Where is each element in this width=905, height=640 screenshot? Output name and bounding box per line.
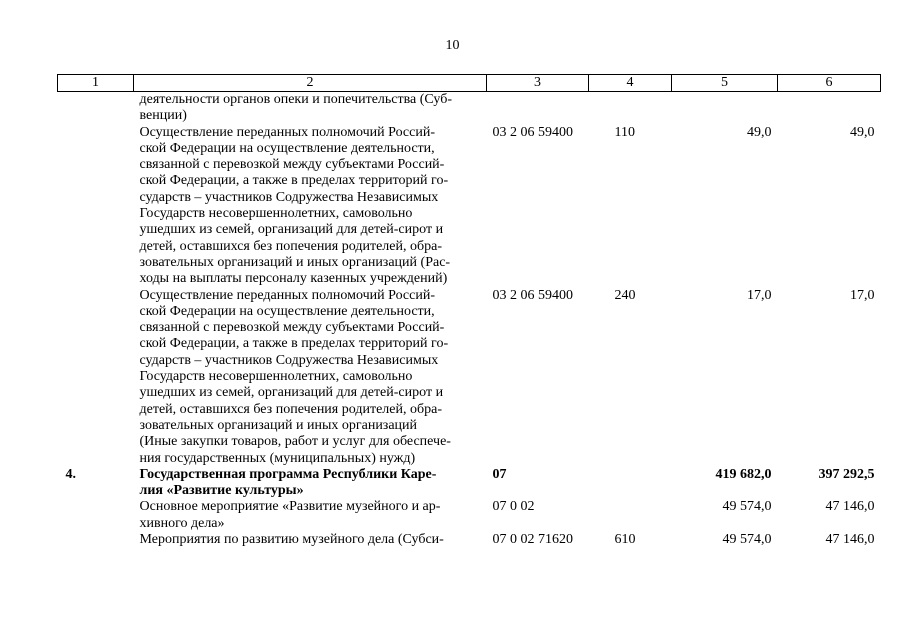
row-number <box>58 532 134 548</box>
row-expense-type <box>589 92 672 125</box>
table-row <box>58 532 881 548</box>
row-value-2: 49,0 <box>850 124 875 140</box>
table-row <box>58 499 881 532</box>
table-row <box>58 125 881 288</box>
row-name: Осуществление переданных полномочий Россий- ской Федерации на осуществление деятельности, связанной с перевозкой между субъектами Россий- ской Федерации, а также в пределах территорий го- сударств – участников Содружества Независимых Государств несовершеннолетних, самовольно ушедших из семей, организаций для детей-сирот и детей, оставшихся без попечения родителей, обра- зовательных организаций и иных организаций (Рас- ходы на выплаты персоналу казенных учреждений) <box>139 124 451 287</box>
row-value-2: 47 146,0 <box>825 499 875 515</box>
header-col-6: 6 <box>778 75 881 92</box>
row-value-1: 49 574,0 <box>722 532 772 548</box>
table-row <box>58 288 881 467</box>
row-name: Государственная программа Республики Каре- лия «Развитие культуры» <box>139 466 437 499</box>
row-value-2 <box>778 92 881 125</box>
row-value-1: 49 574,0 <box>722 499 772 515</box>
row-code: 03 2 06 59400 <box>492 287 573 303</box>
row-value-2: 47 146,0 <box>825 532 875 548</box>
header-col-4: 4 <box>589 75 672 92</box>
row-value-1: 17,0 <box>747 287 772 303</box>
row-code: 03 2 06 59400 <box>492 124 573 140</box>
row-expense-type: 610 <box>614 532 636 548</box>
row-value-1: 49,0 <box>747 124 772 140</box>
row-value-1 <box>672 92 778 125</box>
row-expense-type: 240 <box>614 287 636 303</box>
row-name: деятельности органов опеки и попечительства (Суб- венции) <box>139 92 453 124</box>
row-value-2: 397 292,5 <box>818 466 875 482</box>
row-number <box>58 288 134 467</box>
row-expense-type: 110 <box>614 124 635 140</box>
row-code: 07 0 02 <box>492 499 535 515</box>
header-row <box>58 75 881 92</box>
row-code: 07 0 02 71620 <box>492 532 573 548</box>
row-expense-type <box>589 499 672 532</box>
budget-table <box>57 74 881 548</box>
row-value-1: 419 682,0 <box>715 466 772 482</box>
header-col-3: 3 <box>487 75 589 92</box>
row-number <box>58 499 134 532</box>
header-col-2: 2 <box>134 75 487 92</box>
page-number: 10 <box>445 38 460 53</box>
row-value-2: 17,0 <box>850 287 875 303</box>
row-name: Осуществление переданных полномочий Россий- ской Федерации на осуществление деятельности, связанной с перевозкой между субъектами Россий- ской Федерации, а также в пределах территорий го- сударств – участников Содружества Независимых Государств несовершеннолетних, самовольно ушедших из семей, организаций для детей-сирот и детей, оставшихся без попечения родителей, обра- зовательных организаций и иных организаций (Иные закупки товаров, работ и услуг для обеспече- ния государственных (муниципальных) нужд) <box>139 287 451 466</box>
table-row <box>58 467 881 500</box>
header-col-1: 1 <box>58 75 134 92</box>
table-row <box>58 92 881 125</box>
row-number <box>58 125 134 288</box>
row-number <box>58 92 134 125</box>
row-number: 4. <box>65 466 76 482</box>
row-code: 07 <box>492 466 507 482</box>
header-col-5: 5 <box>672 75 778 92</box>
row-name: Мероприятия по развитию музейного дела (Субси- <box>139 532 444 548</box>
row-name: Основное мероприятие «Развитие музейного и ар- хивного дела» <box>139 499 441 531</box>
row-code <box>487 92 589 125</box>
row-expense-type <box>589 467 672 500</box>
table-body <box>58 92 881 549</box>
